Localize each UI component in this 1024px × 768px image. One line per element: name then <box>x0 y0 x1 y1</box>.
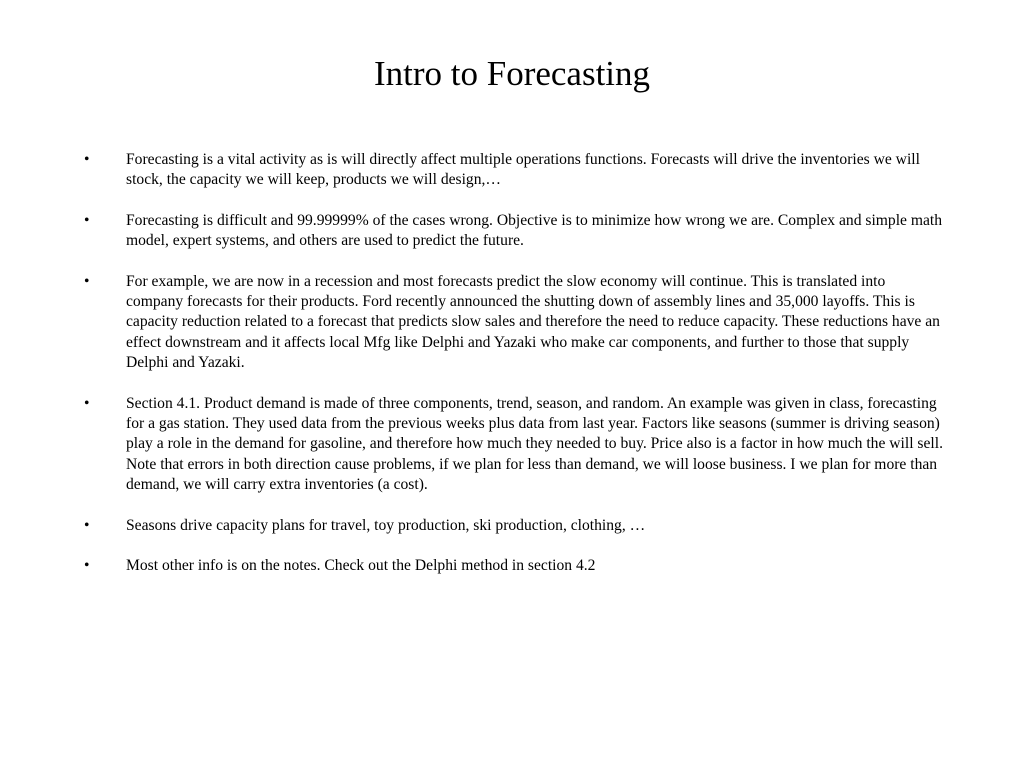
bullet-icon: • <box>84 151 90 168</box>
bullet-text: Section 4.1. Product demand is made of three components, trend, season, and random. An example was given in class, forecasting for a gas station. They used data from the previous weeks plus data from last year. Factors like seasons (summer is driving season) play a role in the demand for gasoline, and therefore how much they needed to buy. Price also is a factor in how much the will sell. Note that errors in both direction cause problems, if we plan for less than demand, we will loose business. I we plan for more than demand, we will carry extra inventories (a cost). <box>126 394 943 494</box>
bullet-item-1 <box>84 150 944 191</box>
bullet-text: For example, we are now in a recession and most forecasts predict the slow economy will continue. This is translated into company forecasts for their products. Ford recently announced the shutting down of assembly lines and 35,000 layoffs. This is capacity reduction related to a forecast that predicts slow sales and therefore the need to reduce capacity. These reductions have an effect downstream and it affects local Mfg like Delphi and Yazaki who make car components, and further to those that supply Delphi and Yazaki. <box>126 272 940 372</box>
bullet-item-6 <box>84 556 944 576</box>
bullet-item-4 <box>84 394 944 496</box>
bullet-text: Forecasting is difficult and 99.99999% of the cases wrong. Objective is to minimize how wrong we are. Complex and simple math model, expert systems, and others are used to predict the future. <box>126 211 943 250</box>
bullet-item-3 <box>84 272 944 374</box>
bullet-icon: • <box>84 272 90 290</box>
bullet-list <box>84 150 944 597</box>
bullet-text: Most other info is on the notes. Check out the Delphi method in section 4.2 <box>126 557 596 575</box>
bullet-item-5 <box>84 516 944 536</box>
bullet-icon: • <box>84 394 90 412</box>
bullet-icon: • <box>84 516 90 534</box>
bullet-text: Seasons drive capacity plans for travel, toy production, ski production, clothing, … <box>126 516 646 534</box>
slide-title: Intro to Forecasting <box>373 54 651 93</box>
bullet-text: Forecasting is a vital activity as is will directly affect multiple operations functions. Forecasts will drive the inventories we will stock, the capacity we will keep, products we will design,… <box>126 151 920 189</box>
bullet-icon: • <box>84 557 90 575</box>
bullet-item-2 <box>84 211 944 252</box>
bullet-icon: • <box>84 211 90 229</box>
